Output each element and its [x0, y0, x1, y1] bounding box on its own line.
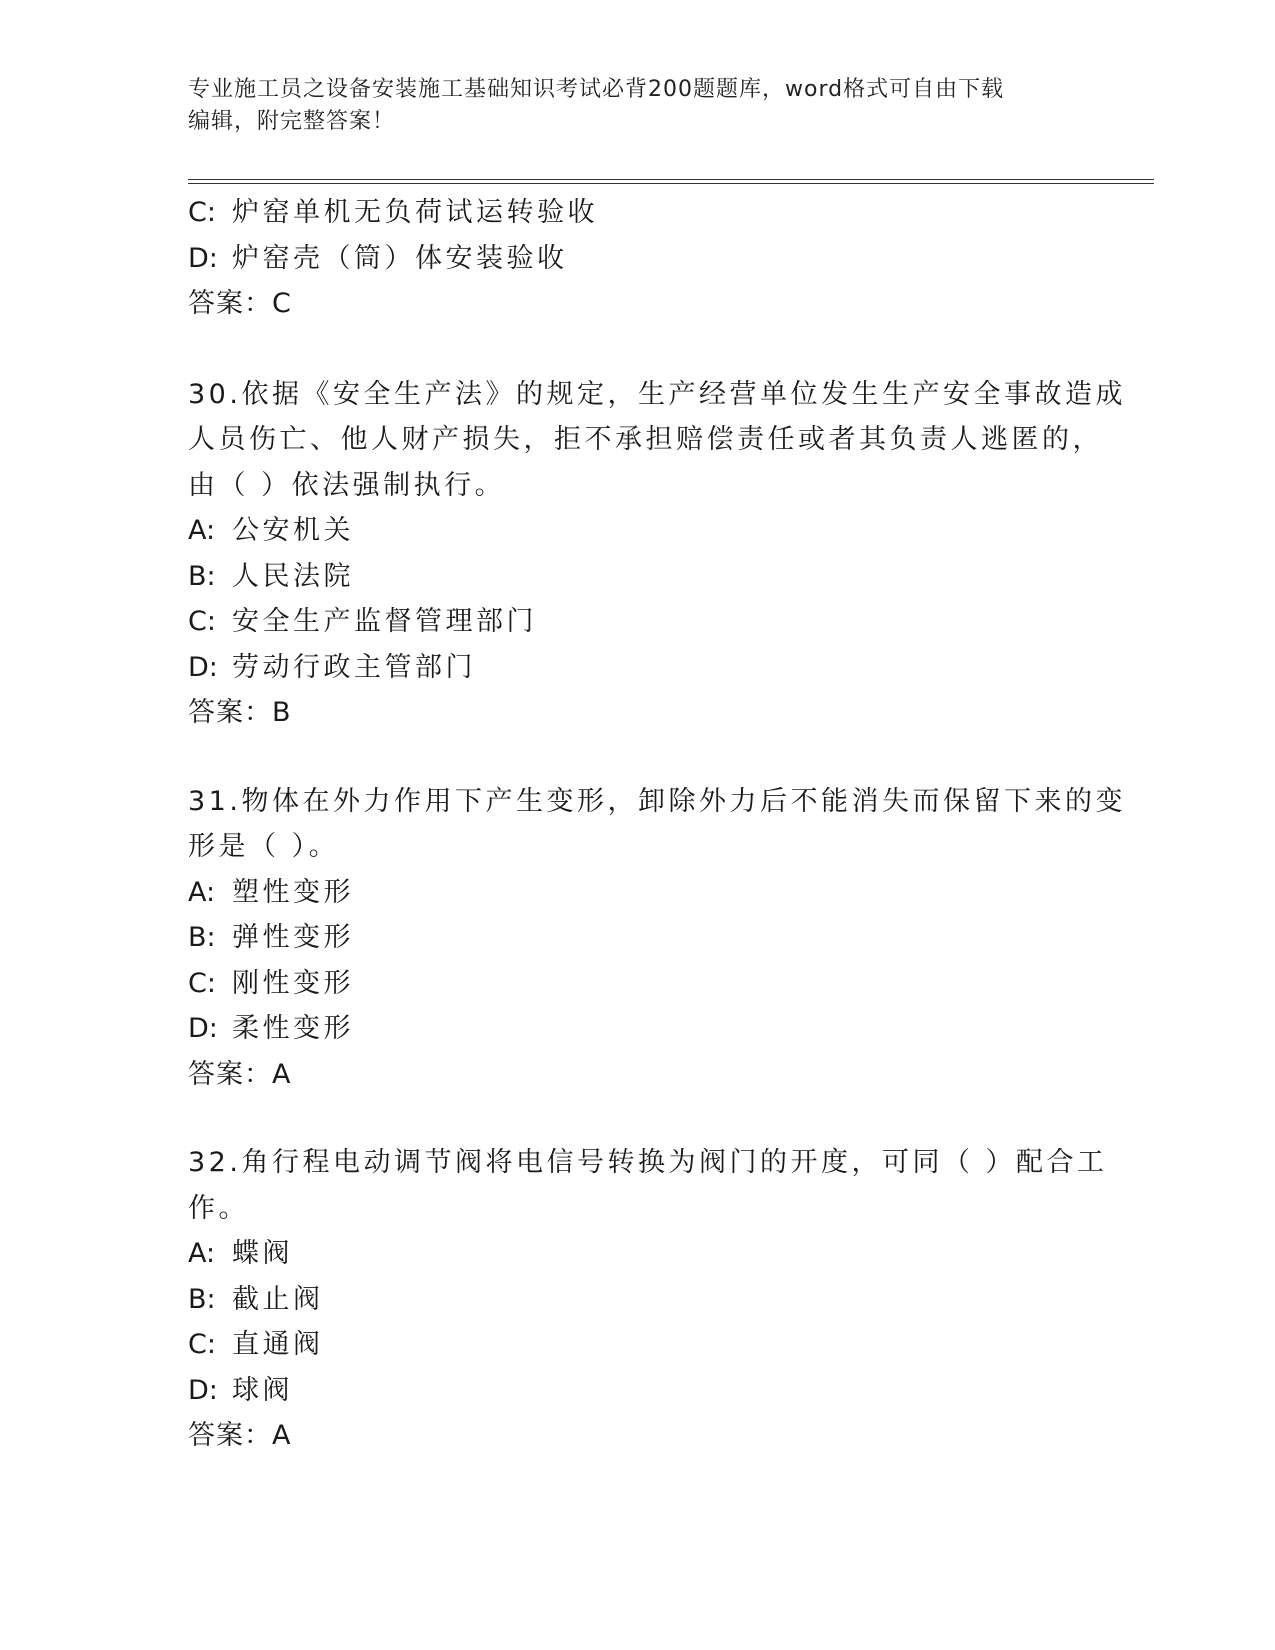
option-text: 蝶阀	[232, 1238, 293, 1269]
spacer	[188, 327, 1088, 372]
option-c	[188, 190, 1088, 236]
option-d	[188, 236, 1088, 282]
option-d	[188, 1006, 1088, 1052]
rule-line-top	[188, 179, 1154, 180]
question-stem-line: 作。	[188, 1192, 249, 1224]
option-letter: D:	[188, 1374, 218, 1406]
option-c	[188, 1322, 1088, 1368]
option-letter: B:	[188, 1283, 216, 1315]
header-line-1: 专业施工员之设备安装施工基础知识考试必背200题题库，word格式可自由下载	[188, 77, 1005, 102]
option-b	[188, 554, 1088, 600]
answer-line: 答案：A	[188, 1420, 292, 1451]
option-letter: A:	[188, 1238, 216, 1269]
option-letter: D:	[188, 1013, 218, 1044]
option-text: 公安机关	[232, 515, 354, 546]
question-stem-line: 由（ ）依法强制执行。	[188, 469, 506, 501]
spacer	[188, 1097, 1088, 1140]
option-text: 刚性变形	[232, 967, 354, 999]
header-double-rule	[188, 179, 1154, 184]
option-text: 人民法院	[232, 560, 354, 592]
document-header	[188, 74, 1068, 138]
option-b	[188, 915, 1088, 961]
option-letter: C:	[188, 606, 216, 637]
question-content	[188, 190, 1126, 1459]
option-text: 直通阀	[232, 1329, 324, 1360]
option-text: 弹性变形	[232, 922, 354, 953]
option-letter: A:	[188, 515, 216, 546]
question-32	[188, 1140, 1108, 1459]
option-d	[188, 1368, 1088, 1414]
option-letter: C:	[188, 197, 216, 228]
option-letter: D:	[188, 651, 218, 683]
option-c	[188, 599, 1088, 645]
question-stem-line: 32.角行程电动调节阀将电信号转换为阀门的开度，可同（ ）配合工	[188, 1147, 1108, 1178]
option-text: 球阀	[232, 1374, 293, 1406]
question-stem-line: 30.依据《安全生产法》的规定，生产经营单位发生生产安全事故造成	[188, 378, 1126, 410]
option-a	[188, 1231, 1088, 1277]
answer-line: 答案：A	[188, 1058, 292, 1090]
option-letter: B:	[188, 922, 216, 953]
option-text: 劳动行政主管部门	[232, 651, 476, 683]
option-letter: B:	[188, 560, 216, 592]
option-d	[188, 645, 1088, 691]
option-a	[188, 870, 1088, 916]
question-stem-line: 31.物体在外力作用下产生变形，卸除外力后不能消失而保留下来的变	[188, 785, 1126, 817]
option-letter: A:	[188, 876, 216, 908]
question-stem-line: 形是（ ）。	[188, 831, 340, 862]
question-30	[188, 372, 1126, 736]
option-text: 炉窑单机无负荷试运转验收	[232, 197, 598, 228]
option-text: 塑性变形	[232, 876, 354, 908]
question-29-partial	[188, 190, 1088, 327]
question-31	[188, 779, 1126, 1098]
option-letter: C:	[188, 967, 216, 999]
answer-line: 答案：B	[188, 697, 292, 728]
option-b	[188, 1277, 1088, 1323]
option-c	[188, 961, 1088, 1007]
option-text: 安全生产监督管理部门	[232, 606, 537, 637]
option-letter: D:	[188, 242, 218, 274]
option-text: 柔性变形	[232, 1013, 354, 1044]
spacer	[188, 736, 1088, 779]
option-a	[188, 508, 1088, 554]
option-text: 截止阀	[232, 1283, 324, 1315]
rule-line-bottom	[188, 183, 1154, 184]
option-letter: C:	[188, 1329, 216, 1360]
option-text: 炉窑壳（筒）体安装验收	[232, 242, 568, 274]
header-line-2: 编辑，附完整答案！	[188, 109, 396, 134]
question-stem-line: 人员伤亡、他人财产损失，拒不承担赔偿责任或者其负责人逃匿的，	[188, 424, 1103, 455]
answer-line: 答案：C	[188, 288, 292, 319]
